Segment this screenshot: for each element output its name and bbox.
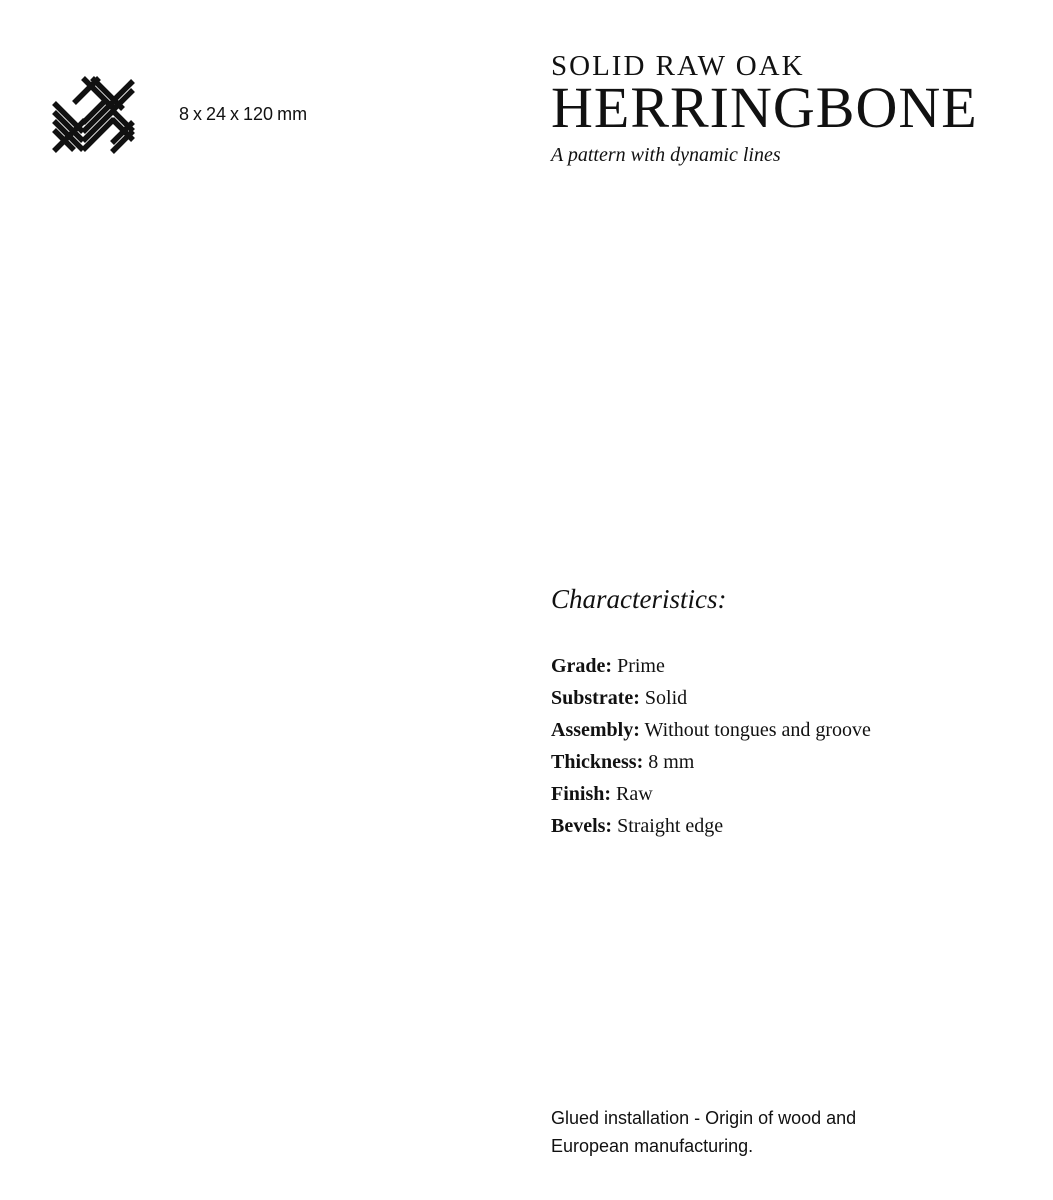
characteristics-list xyxy=(551,650,871,842)
spec-label: Grade: xyxy=(551,655,613,677)
product-tagline: A pattern with dynamic lines xyxy=(551,144,781,166)
spec-row-grade xyxy=(551,650,871,682)
spec-row-bevels xyxy=(551,810,871,842)
spec-value: Without tongues and groove xyxy=(644,719,871,741)
page-title: HERRINGBONE xyxy=(551,75,978,140)
spec-label: Substrate: xyxy=(551,687,640,709)
installation-note-line2: European manufacturing. xyxy=(551,1136,754,1156)
spec-value: Raw xyxy=(616,783,653,805)
spec-value: Straight edge xyxy=(617,815,724,837)
spec-label: Finish: xyxy=(551,783,612,805)
spec-row-thickness xyxy=(551,746,871,778)
spec-row-finish xyxy=(551,778,871,810)
characteristics-heading: Characteristics: xyxy=(551,584,727,614)
spec-value: Solid xyxy=(644,687,688,709)
spec-row-assembly xyxy=(551,714,871,746)
spec-label: Assembly: xyxy=(551,719,640,741)
dimensions-text: 8 x 24 x 120 mm xyxy=(179,104,308,124)
spec-value: Prime xyxy=(617,655,665,677)
herringbone-pattern-icon xyxy=(52,76,135,156)
spec-row-substrate xyxy=(551,682,871,714)
spec-value: 8 mm xyxy=(648,751,695,773)
installation-note xyxy=(551,1104,891,1160)
title-block xyxy=(551,50,1031,168)
product-supertitle: SOLID RAW OAK xyxy=(551,50,805,82)
spec-label: Bevels: xyxy=(551,815,613,837)
installation-note-line1: Glued installation - Origin of wood and xyxy=(551,1108,857,1128)
spec-label: Thickness: xyxy=(551,751,644,773)
